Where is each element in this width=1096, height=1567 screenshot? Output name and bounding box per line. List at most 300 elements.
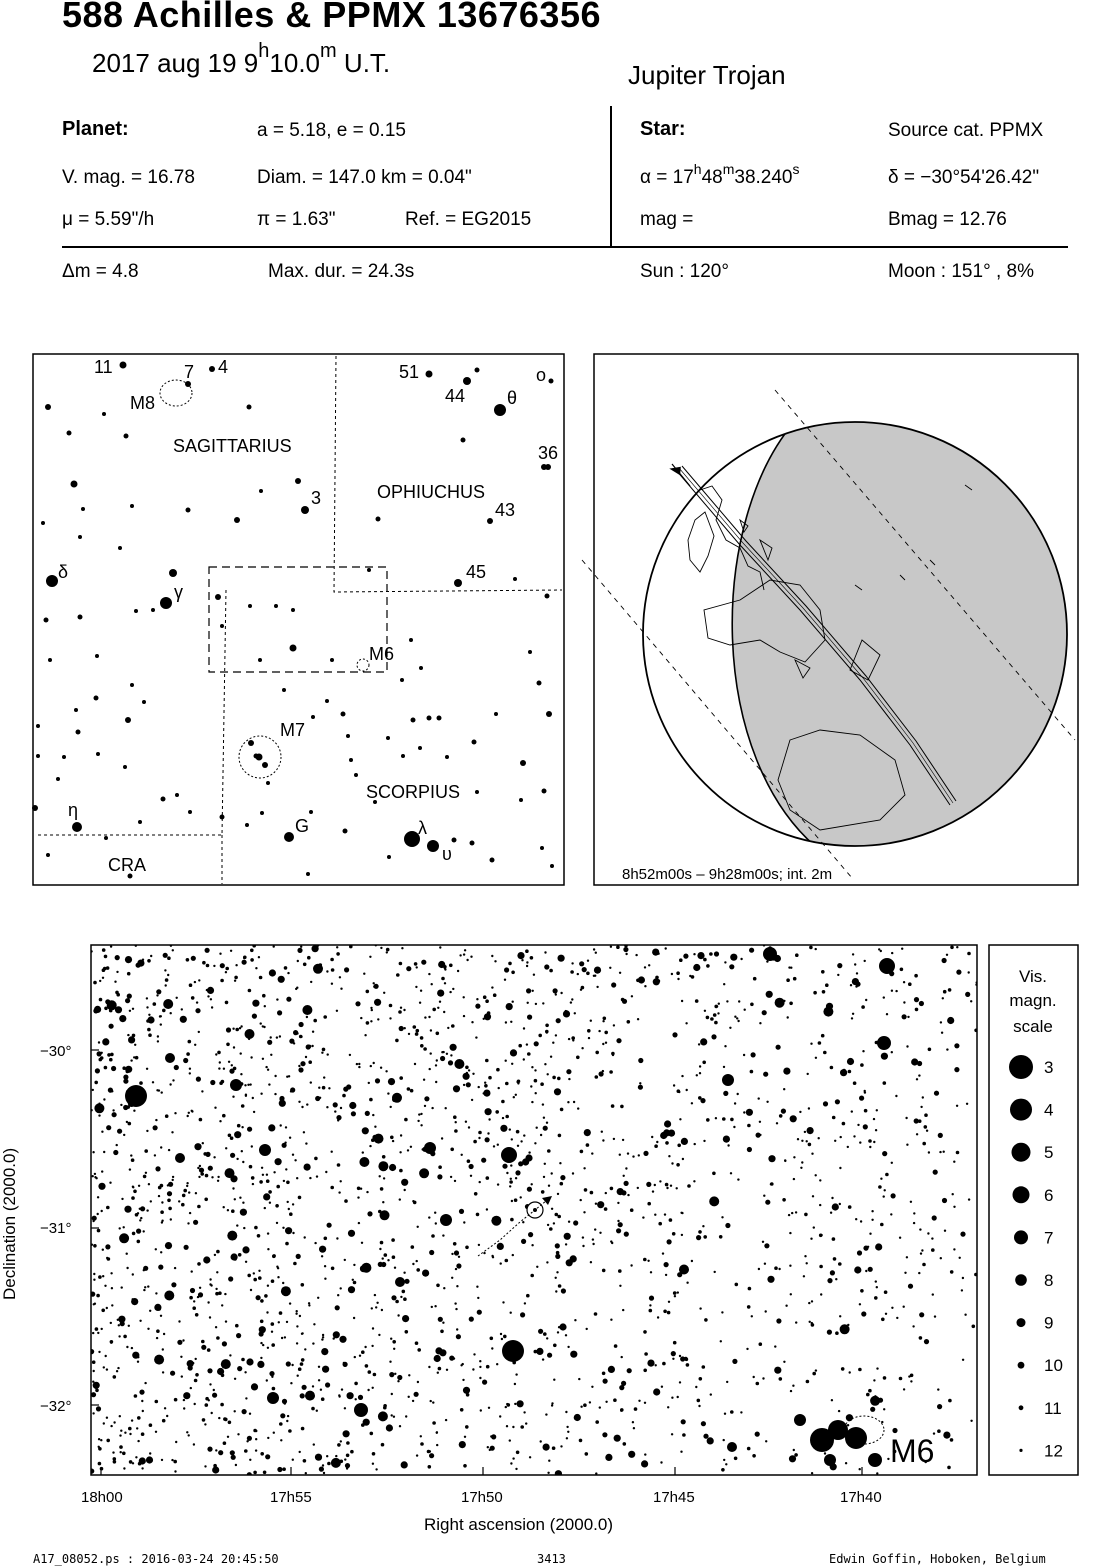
field-star [743,1054,745,1056]
field-star [786,978,790,982]
field-star [253,1471,257,1475]
field-star [187,1222,189,1224]
constellation-scorpius: SCORPIUS [366,782,461,802]
field-star [952,1193,954,1195]
field-star [515,1373,517,1375]
bright-star [165,1053,175,1063]
field-star [123,1079,128,1084]
field-star [723,1439,725,1441]
field-star [199,1287,201,1289]
legend-dot [1012,1143,1031,1162]
field-star [536,1348,543,1355]
field-star [181,1203,185,1207]
field-star [838,1262,842,1266]
field-star [660,1461,662,1463]
field-star [652,1190,654,1192]
ra-tick: 17h40 [840,1489,882,1506]
field-star [245,1261,247,1263]
field-star [155,1166,160,1171]
field-star [183,1058,188,1063]
field-star [714,951,719,956]
field-star [221,1359,231,1369]
field-star [530,1274,534,1278]
field-star [551,1402,553,1404]
field-star [481,1158,486,1163]
field-star [95,1068,100,1073]
field-star [869,1233,871,1235]
field-star [463,1073,470,1080]
field-star [512,1426,514,1428]
field-star [815,1174,817,1176]
field-star [374,1126,376,1128]
field-star [764,1243,769,1248]
field-star [454,1180,456,1182]
field-star [490,1446,495,1451]
field-star [214,1254,216,1256]
field-star [181,1375,183,1377]
field-star [526,1043,528,1045]
field-star [423,1047,427,1051]
field-star [553,988,558,993]
field-star [451,1024,455,1028]
field-star [223,1068,225,1070]
field-star [174,1470,176,1472]
field-star [402,1290,406,1294]
field-star [156,1337,158,1339]
field-star [470,1175,472,1177]
field-star [255,1438,257,1440]
field-star [515,1177,517,1179]
field-star [304,1164,311,1171]
field-star [344,1458,346,1460]
field-star [279,1311,283,1315]
field-star [599,1205,601,1207]
field-star [197,1205,201,1209]
field-star [306,1044,311,1049]
field-star [353,1281,357,1285]
field-star [119,1415,121,1417]
field-star [500,1125,507,1132]
field-star [934,1091,939,1096]
field-star [201,1090,203,1092]
field-star [208,991,210,993]
field-star [555,1034,557,1036]
field-star [93,1279,95,1281]
field-star [916,1078,918,1080]
bright-star [502,1340,524,1362]
field-star [272,1255,276,1259]
field-star [361,1242,363,1244]
field-star [579,961,584,966]
field-star [592,1238,594,1240]
field-star [149,1310,151,1312]
field-star [214,1107,216,1109]
field-star [164,1291,174,1301]
field-star [547,1353,552,1358]
field-star [910,1380,912,1382]
field-star [473,1140,477,1144]
field-star [549,1227,553,1231]
field-star [465,1246,469,1250]
field-star [192,1306,196,1310]
field-star [436,1431,438,1433]
field-star [483,1092,485,1094]
field-star [463,1464,467,1468]
field-star [296,1342,298,1344]
field-star [262,1058,264,1060]
field-star [106,1307,108,1309]
field-star [625,1167,627,1169]
field-star [795,1321,797,1323]
field-star [104,955,108,959]
field-star [868,1389,872,1393]
field-star [365,1111,370,1116]
field-star [337,1294,339,1296]
star-label: υ [442,844,452,864]
field-star [292,1154,294,1156]
field-star [174,1398,178,1402]
field-star [340,1440,342,1442]
field-star [441,977,445,981]
field-star [316,1175,318,1177]
field-star [295,1313,297,1315]
field-star [681,1212,683,1214]
field-star [370,1432,374,1436]
field-star [137,1356,139,1358]
field-star [920,1252,922,1254]
field-star [432,1421,436,1425]
field-star [160,1146,162,1148]
field-star [505,1060,507,1062]
bright-star [794,1414,806,1426]
field-star [587,1029,591,1033]
field-star [188,1040,192,1044]
field-star [95,1327,99,1331]
field-star [340,988,342,990]
field-star [380,1067,382,1069]
field-star [557,1077,561,1081]
field-star [724,1413,726,1415]
field-star [965,992,970,997]
field-star [454,1059,464,1069]
field-star [413,1025,417,1029]
field-star [970,1420,972,1422]
field-star [372,1387,374,1389]
field-star [362,1151,364,1153]
field-star [469,1317,474,1322]
field-star [643,1151,648,1156]
field-star [150,955,152,957]
field-star [173,1460,177,1464]
field-star [262,1344,264,1346]
field-star [193,1300,195,1302]
field-star [649,1309,653,1313]
field-star [320,1389,322,1391]
field-star [251,1176,255,1180]
field-star [276,998,278,1000]
field-star [729,964,734,969]
field-star [651,1136,653,1138]
field-star [429,1250,434,1255]
field-star [236,1158,238,1160]
field-star [740,1411,742,1413]
field-star [289,1039,294,1044]
field-star [250,1289,252,1291]
field-star [144,1382,146,1384]
field-star [301,1106,303,1108]
field-star [300,1061,305,1066]
field-star [953,1248,955,1250]
field-star [881,1318,885,1322]
field-star [885,1313,887,1315]
field-star [346,1084,351,1089]
field-star [331,1458,341,1468]
field-star [150,1200,152,1202]
field-star [155,1248,157,1250]
field-star [278,1321,280,1323]
field-star [801,1161,803,1163]
field-star [228,1276,233,1281]
field-star [727,1144,729,1146]
field-star [106,1206,110,1210]
field-star [166,1415,168,1417]
field-star [277,1010,282,1015]
bright-star [230,1079,242,1091]
field-star [126,1070,130,1074]
field-star [356,1063,358,1065]
field-star [552,1076,556,1080]
field-star [317,1297,319,1299]
field-star [601,1131,603,1133]
field-star [203,1256,210,1263]
footer-file: A17_08052.ps : 2016-03-24 20:45:50 [33,1552,279,1566]
field-star [133,1110,135,1112]
field-star [546,1337,548,1339]
field-star [177,1340,182,1345]
field-star [972,1325,976,1329]
field-star [430,1029,432,1031]
field-star [252,1097,254,1099]
field-star [93,1008,98,1013]
field-star [186,1182,188,1184]
field-star [360,1265,367,1272]
field-star [503,1336,505,1338]
field-star [790,1293,792,1295]
field-star [815,1369,817,1371]
field-star [832,1203,839,1210]
field-star [918,1074,920,1076]
bright-star [440,1214,452,1226]
field-star [825,983,829,987]
field-star [643,1369,647,1373]
field-star [300,946,302,948]
constellation-sagittarius: SAGITTARIUS [173,436,292,456]
field-star [920,1106,922,1108]
field-star [528,1151,530,1153]
field-star [886,1013,888,1015]
field-star [839,1315,841,1317]
field-star [553,1222,555,1224]
bright-star [868,1453,882,1467]
star-label: ο [536,365,547,385]
field-star [252,1183,254,1185]
field-star [250,958,254,962]
field-star [555,1254,560,1259]
field-star [155,1119,157,1121]
field-star [647,1360,654,1367]
field-star [662,1252,664,1254]
field-star [571,998,573,1000]
field-star [934,1315,936,1317]
field-star [937,1404,942,1409]
field-star [110,1425,112,1427]
field-star [791,1212,793,1214]
field-star [763,1195,765,1197]
field-star [870,1407,875,1412]
field-star [211,1006,213,1008]
field-star [111,1304,113,1306]
field-star [776,1045,781,1050]
field-star [354,1356,356,1358]
cluster-label: M8 [130,393,156,413]
field-star [207,995,209,997]
field-star [703,1434,708,1439]
field-star [842,1122,846,1126]
field-star [511,1138,513,1140]
field-star [740,958,742,960]
bright-star [267,1392,279,1404]
field-star [237,1124,241,1128]
field-star [880,1178,882,1180]
field-star [431,1107,433,1109]
field-star [169,1083,171,1085]
field-star [580,1150,584,1154]
field-star [508,962,512,966]
field-star [722,1117,726,1121]
field-star [452,988,454,990]
field-star [189,1072,191,1074]
field-star [520,1425,524,1429]
field-star [809,946,813,950]
field-star [553,1379,555,1381]
field-star [424,1016,426,1018]
field-star [106,966,110,970]
field-star [884,1189,886,1191]
field-star [693,953,695,955]
field-star [401,1179,408,1186]
field-star [621,1190,626,1195]
field-star [516,1451,520,1455]
field-star [488,1076,492,1080]
field-star [191,1270,193,1272]
field-star [837,974,839,976]
field-star [113,1375,117,1379]
field-star [163,1333,165,1335]
field-star [715,1117,717,1119]
field-star [823,1101,828,1106]
field-star [918,1119,922,1123]
field-star [564,1233,571,1240]
field-star [852,953,854,955]
field-star [913,1212,915,1214]
field-star [487,1132,489,1134]
field-star [282,1467,286,1471]
field-star [156,989,161,994]
field-star [259,1180,263,1184]
field-star [547,1149,551,1153]
field-star [264,1207,266,1209]
field-star [102,948,106,952]
y-axis-title: Declination (2000.0) [0,1147,19,1300]
field-star [759,1342,763,1346]
field-star [459,954,461,956]
field-star [144,1149,148,1153]
field-star [109,1058,113,1062]
field-star [182,1194,186,1198]
field-star [488,1118,490,1120]
field-star [525,1154,532,1161]
field-star [667,1239,672,1244]
field-star [431,1234,435,1238]
field-star [165,1242,172,1249]
footer-author: Edwin Goffin, Hoboken, Belgium [829,1552,1046,1566]
field-star [101,1309,105,1313]
field-star [271,1322,275,1326]
field-star [434,1355,441,1362]
field-star [534,1069,536,1071]
field-star [253,1278,257,1282]
field-star [126,1121,128,1123]
field-star [212,1466,219,1473]
field-star [915,1008,919,1012]
field-star [227,1209,229,1211]
field-star [857,1124,859,1126]
star-label: 43 [495,500,516,520]
field-star [207,987,214,994]
field-star [501,1100,505,1104]
field-star [720,1340,722,1342]
field-star [556,1018,561,1023]
field-star [535,1092,537,1094]
field-star [878,1398,883,1403]
field-star [903,1306,905,1308]
field-star [781,1109,786,1114]
field-star [146,1130,148,1132]
field-star [276,1036,278,1038]
field-star [546,1031,548,1033]
field-star [765,1310,767,1312]
field-star [610,1319,612,1321]
field-star [157,1307,161,1311]
field-star [412,1200,414,1202]
field-star [128,1325,130,1327]
field-star [463,996,465,998]
field-star [922,1096,924,1098]
field-star [830,1212,832,1214]
field-star [195,1313,199,1317]
field-star [389,1164,396,1171]
field-star [119,1434,121,1436]
field-star [269,969,276,976]
field-star [783,1361,785,1363]
field-star [605,1192,607,1194]
field-star [943,990,947,994]
field-star [815,948,817,950]
field-star [101,1131,103,1133]
field-star [378,1334,380,1336]
field-star [486,1365,490,1369]
field-star [326,970,328,972]
